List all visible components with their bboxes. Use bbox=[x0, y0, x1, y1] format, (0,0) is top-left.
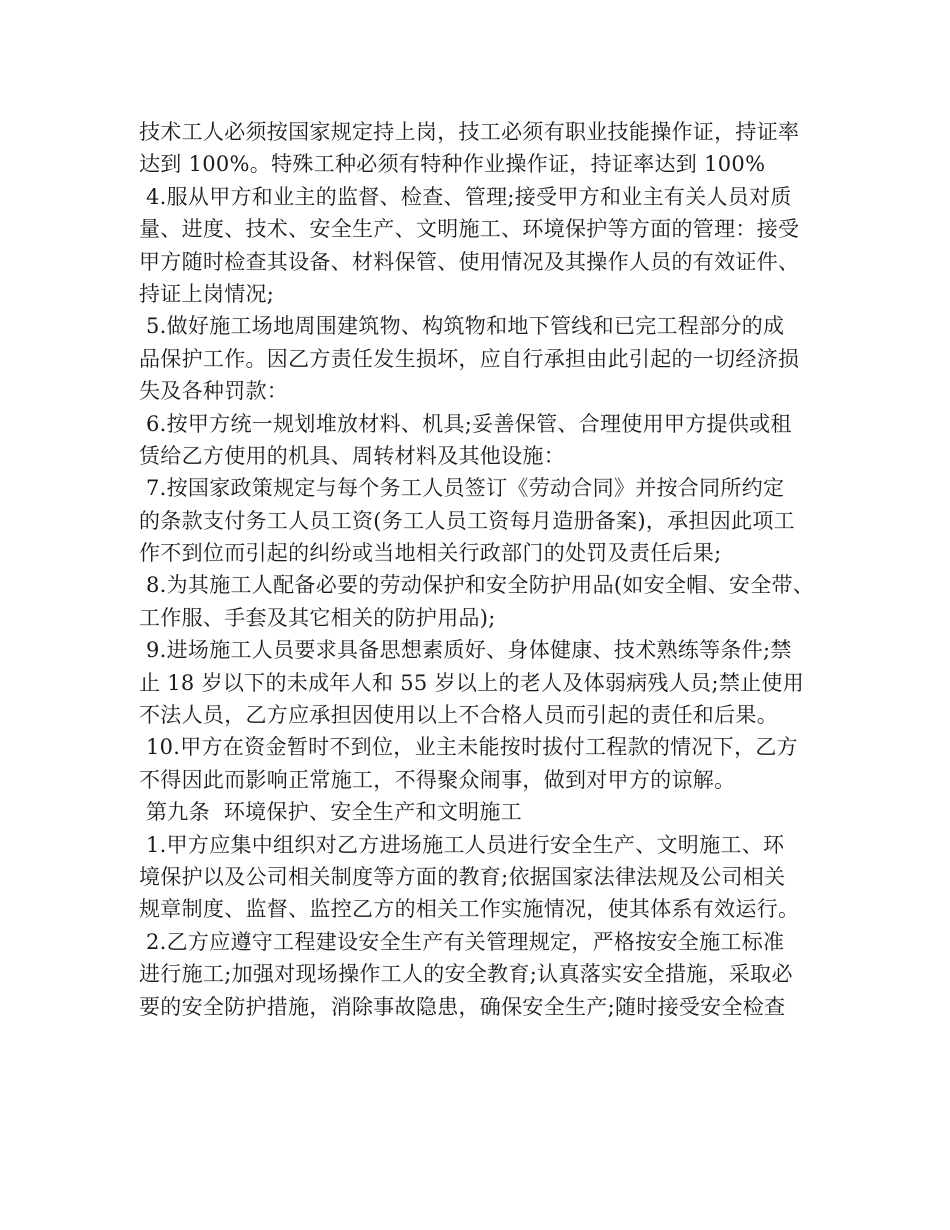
text-line: 进行施工;加强对现场操作工人的安全教育;认真落实安全措施，采取必 bbox=[139, 962, 793, 987]
text-line: 不得因此而影响正常施工，不得聚众闹事，做到对甲方的谅解。 bbox=[139, 767, 736, 792]
text-line: 规章制度、监督、监控乙方的相关工作实施情况，使其体系有效运行。 bbox=[139, 897, 800, 922]
text-line: 的条款支付务工人员工资(务工人员工资每月造册备案)，承担因此项工 bbox=[139, 508, 795, 533]
text-line: 1.甲方应集中组织对乙方进场施工人员进行安全生产、文明施工、环 bbox=[139, 832, 785, 857]
document-body bbox=[139, 116, 829, 1023]
section-heading: 第九条 环境保护、安全生产和文明施工 bbox=[139, 800, 523, 825]
text-line: 赁给乙方使用的机具、周转材料及其他设施： bbox=[139, 443, 565, 468]
text-line: 作不到位而引起的纠纷或当地相关行政部门的处罚及责任后果; bbox=[139, 541, 722, 566]
text-line: 工作服、手套及其它相关的防护用品); bbox=[139, 605, 496, 630]
text-line: 不法人员，乙方应承担因使用以上不合格人员而引起的责任和后果。 bbox=[139, 703, 778, 728]
text-line: 6.按甲方统一规划堆放材料、机具;妥善保管、合理使用甲方提供或租 bbox=[139, 411, 792, 436]
text-line: 甲方随时检查其设备、材料保管、使用情况及其操作人员的有效证件、 bbox=[139, 249, 800, 274]
text-line: 达到 100%。特殊工种必须有特种作业操作证，持证率达到 100% bbox=[139, 152, 766, 177]
text-line: 量、进度、技术、安全生产、文明施工、环境保护等方面的管理：接受 bbox=[139, 217, 800, 242]
text-line: 9.进场施工人员要求具备思想素质好、身体健康、技术熟练等条件;禁 bbox=[139, 638, 792, 663]
text-line: 4.服从甲方和业主的监督、检查、管理;接受甲方和业主有关人员对质 bbox=[139, 184, 792, 209]
text-line: 止 18 岁以下的未成年人和 55 岁以上的老人及体弱病残人员;禁止使用 bbox=[139, 670, 805, 695]
text-line: 10.甲方在资金暂时不到位，业主未能按时拔付工程款的情况下，乙方 bbox=[139, 735, 798, 760]
text-line: 要的安全防护措施，消除事故隐患，确保安全生产;随时接受安全检查 bbox=[139, 994, 786, 1019]
text-line: 境保护以及公司相关制度等方面的教育;依据国家法律法规及公司相关 bbox=[139, 864, 786, 889]
text-line: 8.为其施工人配备必要的劳动保护和安全防护用品(如安全帽、安全带、 bbox=[139, 573, 815, 598]
text-line: 2.乙方应遵守工程建设安全生产有关管理规定，严格按安全施工标准 bbox=[139, 929, 785, 954]
text-line: 技术工人必须按国家规定持上岗，技工必须有职业技能操作证，持证率 bbox=[139, 120, 800, 144]
text-line: 失及各种罚款： bbox=[139, 379, 289, 404]
text-line: 5.做好施工场地周围建筑物、构筑物和地下管线和已完工程部分的成 bbox=[139, 314, 785, 339]
text-line: 持证上岗情况; bbox=[139, 281, 275, 306]
text-line: 7.按国家政策规定与每个务工人员签订《劳动合同》并按合同所约定 bbox=[139, 476, 785, 501]
text-line: 品保护工作。因乙方责任发生损坏，应自行承担由此引起的一切经济损 bbox=[139, 346, 800, 371]
